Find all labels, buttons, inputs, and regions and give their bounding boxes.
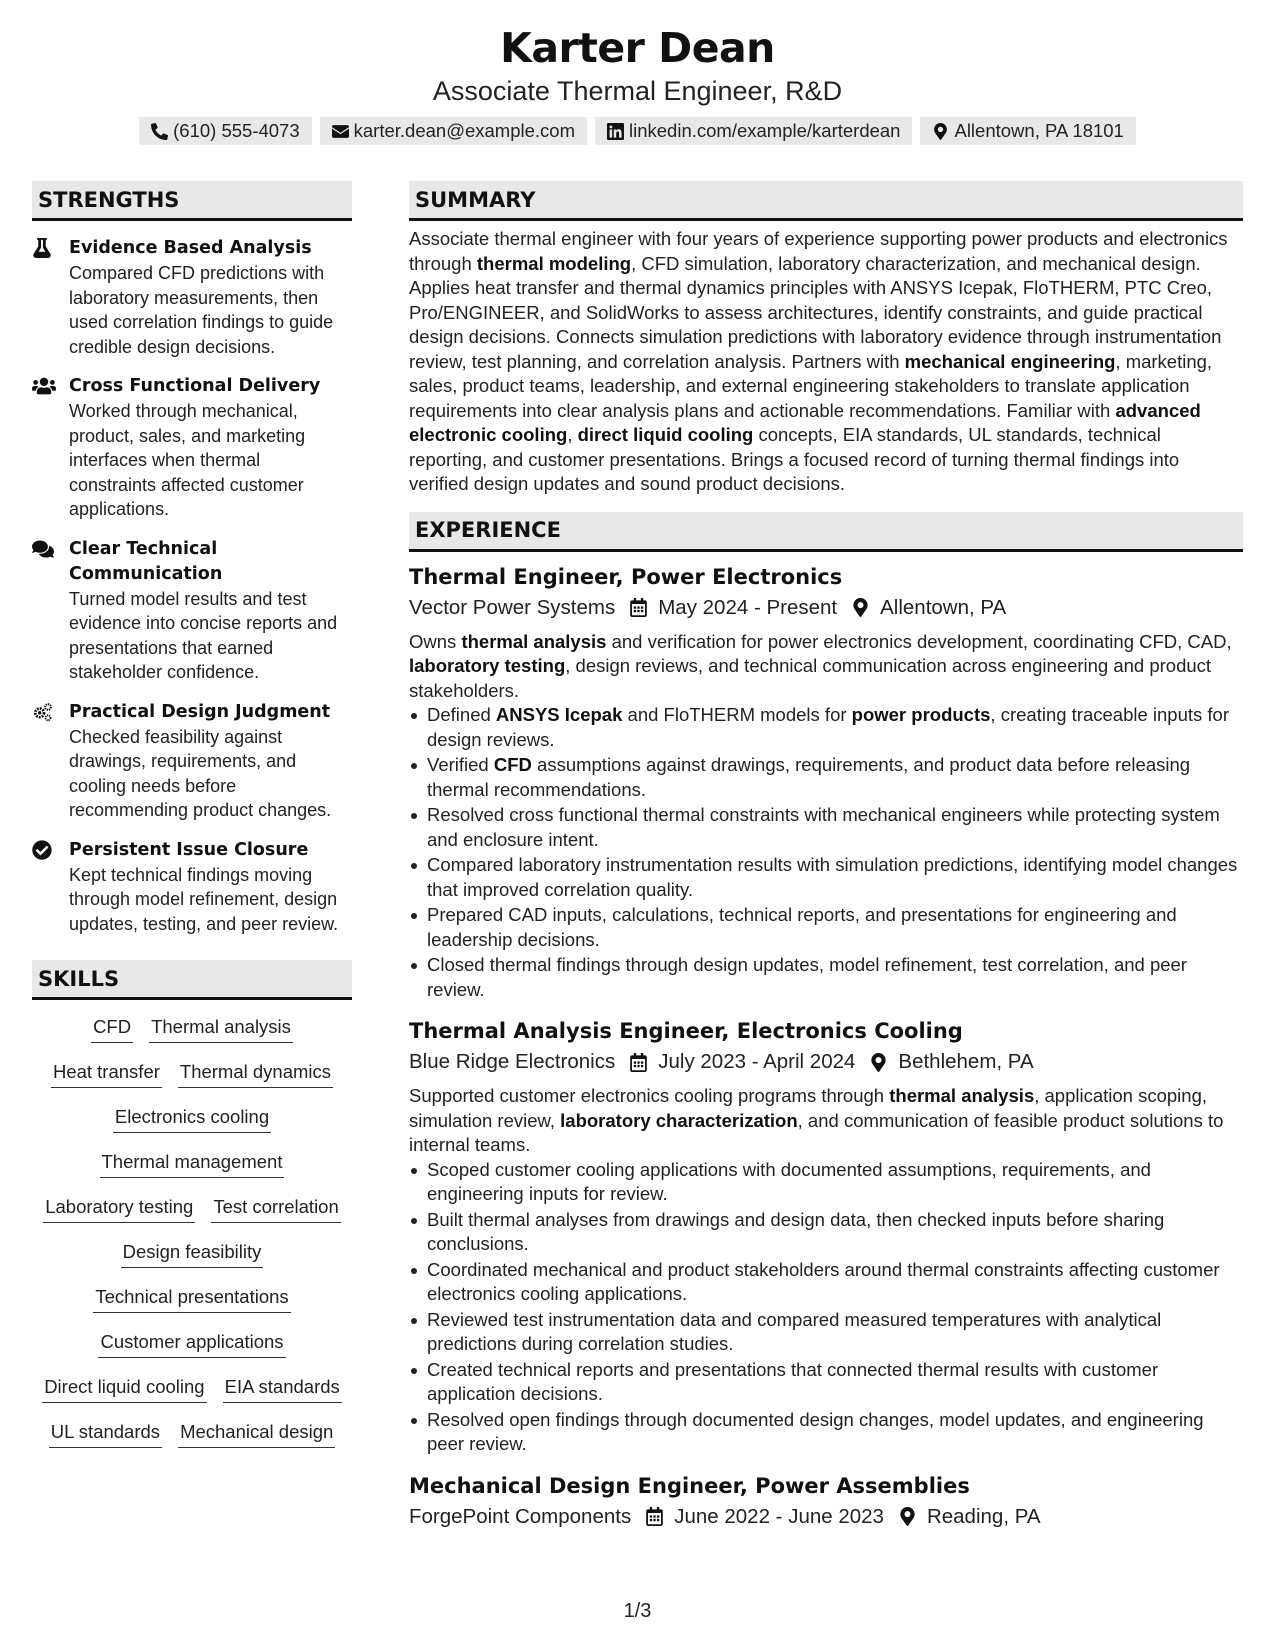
bold-keyword: thermal analysis <box>461 630 607 652</box>
bullet-item <box>409 703 1243 752</box>
skill-tag: Thermal analysis <box>149 1014 293 1043</box>
text-segment: Prepared CAD inputs, calculations, technical reports, and presentations for engineering and leadership decisions. <box>427 904 1177 950</box>
bold-keyword: advanced electronic cooling <box>409 399 1201 445</box>
skill-tag: Thermal management <box>100 1149 285 1178</box>
skill-tag: Mechanical design <box>178 1419 335 1448</box>
text-segment: Supported customer electronics cooling programs through <box>409 1085 890 1106</box>
job-entry <box>409 1471 1243 1533</box>
contact-phone-text: (610) 555-4073 <box>173 120 300 141</box>
skill-tag: Test correlation <box>211 1194 340 1223</box>
strength-desc: Kept technical findings moving through model refinement, design updates, testing, and peer review. <box>69 864 339 934</box>
users-icon <box>32 376 56 396</box>
text-segment: , and communication of feasible product solutions to internal teams. <box>409 1109 1224 1155</box>
contact-phone[interactable] <box>139 117 312 145</box>
contact-email-text: karter.dean@example.com <box>353 120 575 141</box>
text-segment: Created technical reports and presentations that connected thermal results with customer application decisions. <box>427 1358 1159 1404</box>
text-segment: , creating traceable inputs for design reviews. <box>427 704 1229 750</box>
strength-title: Persistent Issue Closure <box>69 839 309 860</box>
job-meta <box>409 592 1243 624</box>
skill-tag: UL standards <box>49 1419 162 1448</box>
comments-icon <box>32 539 54 559</box>
skill-tag: Customer applications <box>98 1329 285 1358</box>
resume-header <box>0 22 1275 145</box>
strength-title: Practical Design Judgment <box>69 701 331 722</box>
text-segment: , marketing, sales, product teams, leadership, and external engineering stakeholders to translate application requirements into clear analysis plans and actionable recommendations. Familiar with <box>409 350 1213 421</box>
text-segment: and FloTHERM models for <box>622 704 852 725</box>
job-summary <box>409 630 1243 704</box>
skill-tag: Direct liquid cooling <box>42 1374 206 1403</box>
strength-item <box>32 537 352 685</box>
text-segment: and verification for power electronics development, coordinating CFD, CAD, <box>606 630 1232 652</box>
calendar-icon <box>645 1507 664 1526</box>
phone-icon <box>151 123 168 140</box>
check-circle-icon <box>32 840 52 860</box>
text-segment: , design reviews, and technical communication across engineering and product stakeholders. <box>409 655 1212 701</box>
bold-keyword: laboratory testing <box>409 655 566 676</box>
job-dates: June 2022 - June 2023 <box>674 1504 884 1528</box>
strength-desc: Compared CFD predictions with laboratory measurements, then used correlation findings to guide credible design decisions. <box>69 263 334 357</box>
bullet-item <box>409 853 1243 902</box>
job-bullets <box>409 703 1243 1002</box>
map-pin-icon <box>851 598 870 617</box>
contact-linkedin[interactable] <box>595 117 912 145</box>
contact-linkedin-text: linkedin.com/example/karterdean <box>629 120 901 141</box>
contact-bar <box>0 117 1275 145</box>
summary-heading: SUMMARY <box>409 181 1243 221</box>
strength-desc: Worked through mechanical, product, sales, and marketing interfaces when thermal constraints affected customer applications. <box>69 401 306 519</box>
skill-row <box>32 1284 352 1329</box>
left-column <box>32 181 352 1464</box>
job-summary <box>409 1084 1243 1158</box>
page-number: 1/3 <box>623 1600 652 1622</box>
job-meta <box>409 1046 1243 1078</box>
text-segment: Associate thermal engineer with four years of experience supporting power products and electronics through <box>409 228 1228 274</box>
right-column <box>409 181 1243 1533</box>
text-segment: , application scoping, simulation review, <box>409 1085 1208 1131</box>
strength-desc: Checked feasibility against drawings, requirements, and cooling needs before recommending product changes. <box>69 726 332 820</box>
bullet-item <box>409 803 1243 852</box>
job-meta <box>409 1501 1243 1533</box>
strength-title: Cross Functional Delivery <box>69 376 321 396</box>
linkedin-icon <box>607 123 624 140</box>
bold-keyword: direct liquid cooling <box>577 424 754 445</box>
flask-icon <box>32 238 52 258</box>
text-segment: Owns <box>409 630 462 652</box>
strength-title: Clear Technical Communication <box>69 538 223 584</box>
job-entry <box>409 562 1243 1003</box>
skill-row <box>32 1104 352 1149</box>
job-dates: May 2024 - Present <box>658 595 838 619</box>
skill-row <box>32 1149 352 1194</box>
job-company: ForgePoint Components <box>409 1504 632 1528</box>
skill-tag: EIA standards <box>223 1374 342 1403</box>
strength-item <box>32 374 352 522</box>
bullet-item <box>409 903 1243 952</box>
skill-tag: CFD <box>91 1014 133 1043</box>
experience-list <box>409 562 1243 1533</box>
strength-title: Evidence Based Analysis <box>69 238 312 258</box>
skill-row <box>32 1419 352 1464</box>
skill-row <box>32 1239 352 1284</box>
text-segment: Compared laboratory instrumentation results with simulation predictions, identifying model changes that improved correlation quality. <box>427 854 1238 900</box>
text-segment: assumptions against drawings, requirements, and product data before releasing thermal recommendations. <box>427 754 1191 800</box>
summary-text <box>409 227 1243 497</box>
map-pin-icon <box>869 1053 888 1072</box>
text-segment: Closed thermal findings through design updates, model refinement, test correlation, and peer review. <box>427 954 1187 1000</box>
skill-row <box>32 1374 352 1419</box>
bullet-item <box>409 1408 1243 1457</box>
skill-tag: Laboratory testing <box>43 1194 195 1223</box>
strength-item <box>32 236 352 359</box>
bold-keyword: thermal modeling <box>476 252 632 274</box>
text-segment: Reviewed test instrumentation data and compared measured temperatures with analytical predictions during correlation studies. <box>427 1308 1162 1354</box>
strength-item <box>32 700 352 823</box>
bold-keyword: laboratory characterization <box>560 1109 798 1131</box>
job-entry <box>409 1016 1243 1457</box>
job-bullets <box>409 1158 1243 1457</box>
job-company: Vector Power Systems <box>409 595 616 619</box>
calendar-icon <box>629 598 648 617</box>
skill-tag: Thermal dynamics <box>178 1059 333 1088</box>
skill-row <box>32 1194 352 1239</box>
job-dates: July 2023 - April 2024 <box>658 1050 856 1073</box>
text-segment: concepts, EIA standards, UL standards, technical reporting, and customer presentations. Brings a focused record of turning thermal findings into verified design updates and sound product decisions. <box>409 424 1180 494</box>
envelope-icon <box>332 123 349 140</box>
map-pin-icon <box>932 123 949 140</box>
bullet-item <box>409 1308 1243 1357</box>
skill-row <box>32 1059 352 1104</box>
bullet-item <box>409 1358 1243 1407</box>
skill-tag: Heat transfer <box>51 1059 162 1088</box>
map-pin-icon <box>898 1507 917 1526</box>
text-segment: , <box>567 424 578 445</box>
text-segment: Built thermal analyses from drawings and design data, then checked inputs before sharing conclusions. <box>427 1208 1165 1254</box>
skill-tag: Design feasibility <box>121 1239 264 1268</box>
text-segment: Resolved cross functional thermal constraints with mechanical engineers while protecting system and enclosure intent. <box>427 804 1220 850</box>
text-segment: Defined <box>427 704 496 725</box>
text-segment: Resolved open findings through documented design changes, model updates, and engineering peer review. <box>427 1408 1204 1454</box>
job-location: Reading, PA <box>926 1504 1041 1528</box>
bullet-item <box>409 1158 1243 1207</box>
bold-keyword: thermal analysis <box>889 1085 1035 1106</box>
skills-heading: SKILLS <box>32 960 352 1000</box>
strengths-heading: STRENGTHS <box>32 181 352 221</box>
contact-location-text: Allentown, PA 18101 <box>954 120 1124 141</box>
bold-keyword: ANSYS Icepak <box>495 704 623 725</box>
job-location: Bethlehem, PA <box>898 1050 1034 1073</box>
job-location: Allentown, PA <box>880 595 1007 619</box>
contact-email[interactable] <box>320 117 587 145</box>
skill-tag: Electronics cooling <box>113 1104 271 1133</box>
skill-row <box>32 1329 352 1374</box>
skill-row <box>32 1014 352 1059</box>
bullet-item <box>409 1258 1243 1307</box>
gears-icon <box>32 702 54 722</box>
skills-list <box>32 1014 352 1464</box>
text-segment: Verified <box>427 754 494 775</box>
bold-keyword: mechanical engineering <box>904 350 1116 372</box>
skill-tag: Technical presentations <box>93 1284 290 1313</box>
experience-heading: EXPERIENCE <box>409 512 1243 552</box>
bullet-item <box>409 1208 1243 1257</box>
candidate-name: Karter Dean <box>500 24 775 72</box>
job-company: Blue Ridge Electronics <box>409 1050 616 1073</box>
bold-keyword: CFD <box>493 754 532 775</box>
bullet-item <box>409 953 1243 1002</box>
strength-desc: Turned model results and test evidence into concise reports and presentations that earned stakeholder confidence. <box>69 588 338 682</box>
job-title: Thermal Engineer, Power Electronics <box>409 564 843 589</box>
job-title: Thermal Analysis Engineer, Electronics Cooling <box>409 1019 963 1043</box>
text-segment: Scoped customer cooling applications with documented assumptions, requirements, and engineering inputs for review. <box>427 1158 1151 1204</box>
bullet-item <box>409 753 1243 802</box>
strength-item <box>32 838 352 937</box>
text-segment: Coordinated mechanical and product stakeholders around thermal constraints affecting customer electronics cooling applications. <box>427 1258 1220 1304</box>
contact-location <box>920 117 1135 145</box>
bold-keyword: power products <box>851 704 991 725</box>
job-title: Mechanical Design Engineer, Power Assemblies <box>409 1473 970 1498</box>
calendar-icon <box>629 1053 648 1072</box>
text-segment: , CFD simulation, laboratory characterization, and mechanical design. Applies heat transfer and thermal dynamics principles with ANSYS Icepak, FloTHERM, PTC Creo, Pro/ENGINEER, and SolidWorks to assess architectures, identify constraints, and guide practical design decisions. Connects simulation predictions with laboratory evidence through instrumentation review, test planning, and correlation analysis. Partners with <box>409 252 1222 372</box>
candidate-title: Associate Thermal Engineer, R&D <box>432 76 843 106</box>
